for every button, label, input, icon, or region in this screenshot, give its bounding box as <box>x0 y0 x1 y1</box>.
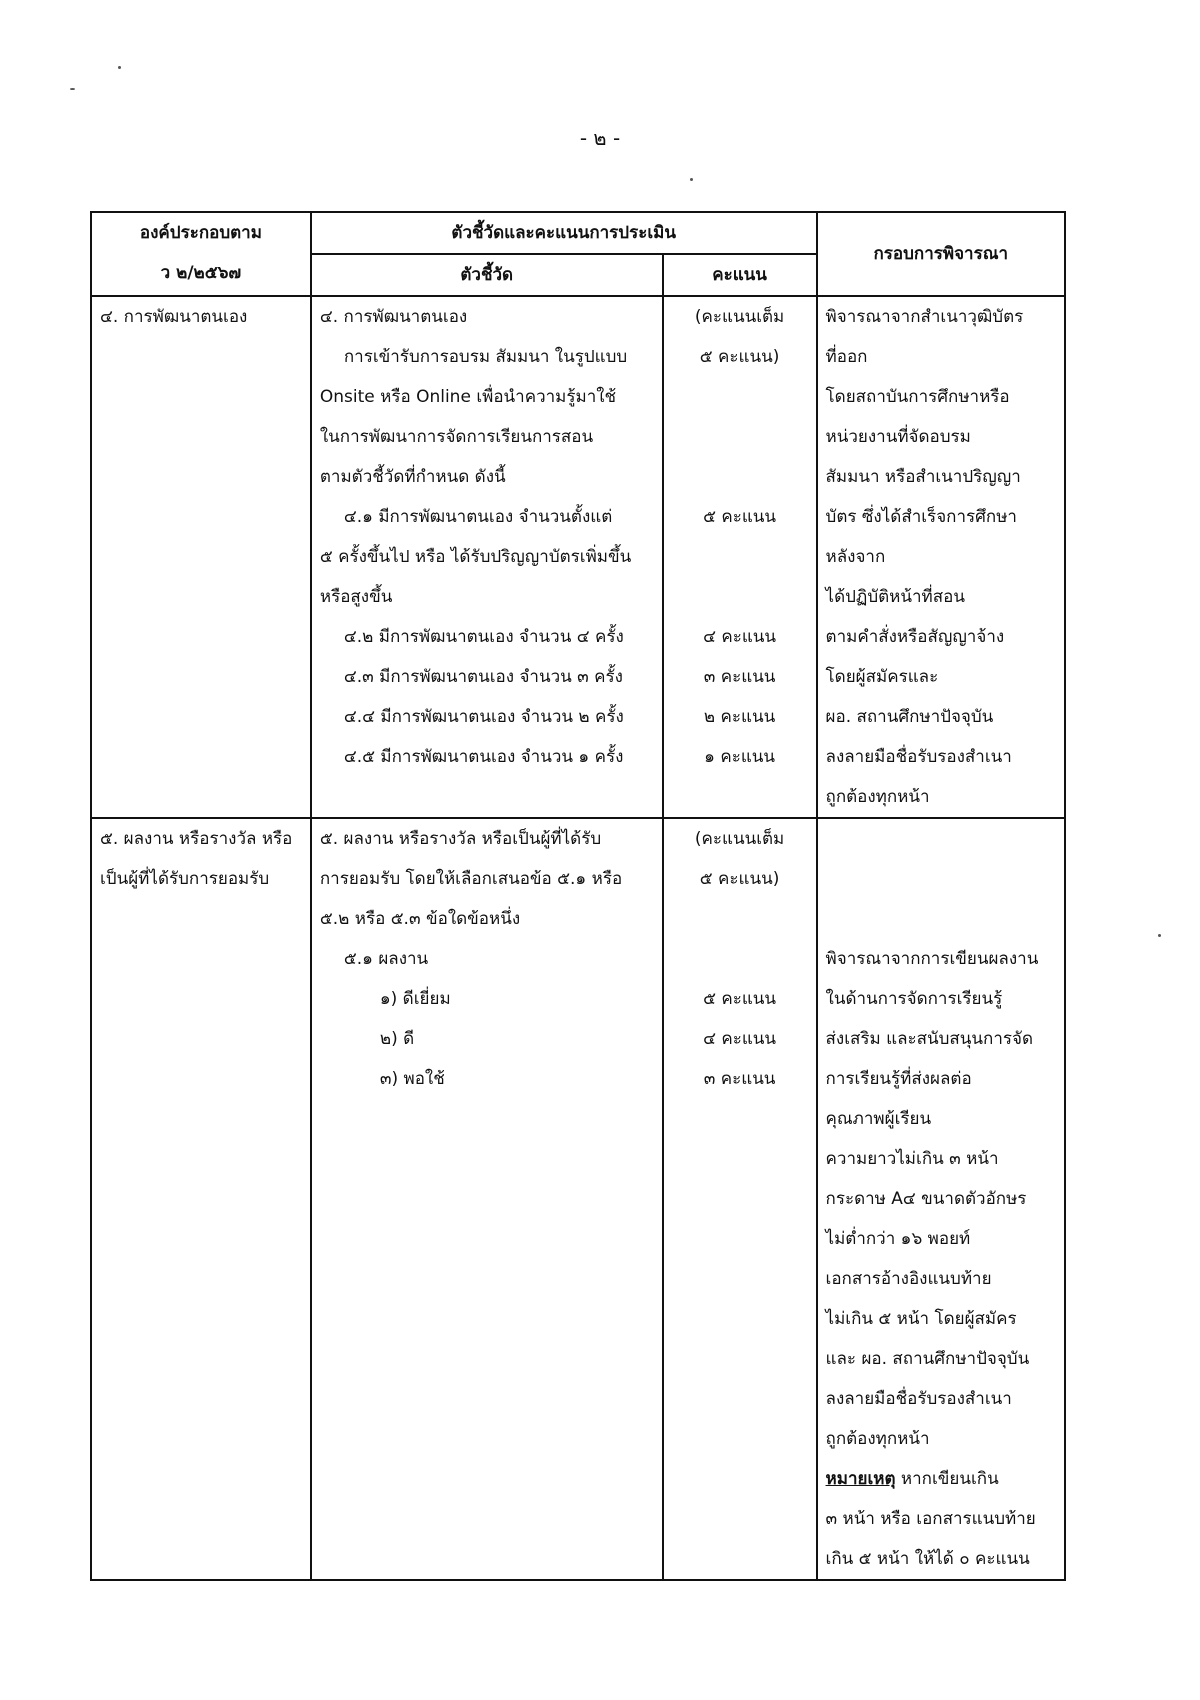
score-value: (คะแนนเต็ม <box>694 307 785 327</box>
indicator-line: ๔.๓ มีการพัฒนาตนเอง จำนวน ๓ ครั้ง <box>343 667 623 687</box>
criteria-line: ส่งเสริม และสนับสนุนการจัด <box>825 1029 1034 1049</box>
table-row-achievement <box>91 818 1065 1580</box>
criteria-line: กระดาษ A๔ ขนาดตัวอักษร <box>825 1189 1027 1209</box>
header-criteria: กรอบการพิจารณา <box>817 212 1065 296</box>
indicator-line: ๕. ผลงาน หรือรางวัล หรือเป็นผู้ที่ได้รับ <box>319 829 602 849</box>
criteria-line: ลงลายมือชื่อรับรองสำเนา <box>825 747 1012 767</box>
score-value <box>672 537 808 577</box>
criteria-line: โดยผู้สมัครและ <box>825 667 939 687</box>
component-label: เป็นผู้ที่ได้รับการยอมรับ <box>100 869 270 889</box>
note-line: ๓ หน้า หรือ เอกสารแนบท้าย <box>825 1509 1036 1529</box>
criteria-line: ถูกต้องทุกหน้า <box>825 787 930 807</box>
score-value: ๔ คะแนน <box>703 1029 777 1049</box>
indicator-line: การยอมรับ โดยให้เลือกเสนอข้อ ๕.๑ หรือ <box>319 869 623 889</box>
criteria-line: ถูกต้องทุกหน้า <box>825 1429 930 1449</box>
evaluation-table <box>90 211 1066 1581</box>
indicator-line: ๔.๕ มีการพัฒนาตนเอง จำนวน ๑ ครั้ง <box>343 747 624 767</box>
criteria-line: ผอ. สถานศึกษาปัจจุบัน <box>825 707 994 727</box>
score-cell <box>663 296 817 818</box>
score-value <box>672 899 808 939</box>
score-value: (คะแนนเต็ม <box>694 829 785 849</box>
indicator-line: ๔.๔ มีการพัฒนาตนเอง จำนวน ๒ ครั้ง <box>343 707 624 727</box>
indicator-line: การเข้ารับการอบรม สัมมนา ในรูปแบบ <box>343 347 628 367</box>
criteria-line: ลงลายมือชื่อรับรองสำเนา <box>825 1389 1012 1409</box>
score-value <box>672 417 808 457</box>
score-value <box>672 457 808 497</box>
criteria-line: หน่วยงานที่จัดอบรม <box>825 427 971 447</box>
indicator-line: ๔.๒ มีการพัฒนาตนเอง จำนวน ๔ ครั้ง <box>343 627 624 647</box>
page-number: - ๒ - <box>579 126 621 150</box>
criteria-line: หลังจาก <box>825 547 886 567</box>
table-row-development <box>91 296 1065 818</box>
criteria-line: บัตร ซึ่งได้สำเร็จการศึกษา <box>825 507 1017 527</box>
note-line: เกิน ๕ หน้า ให้ได้ ๐ คะแนน <box>825 1549 1030 1569</box>
criteria-line: ไม่เกิน ๕ หน้า โดยผู้สมัคร <box>825 1309 1017 1329</box>
score-value: ๒ คะแนน <box>703 707 776 727</box>
indicator-cell <box>311 818 663 1580</box>
header-indicator: ตัวชี้วัด <box>311 254 663 296</box>
component-label: ๕. ผลงาน หรือรางวัล หรือ <box>100 829 293 849</box>
criteria-line: พิจารณาจากการเขียนผลงาน <box>825 949 1039 969</box>
indicator-line: ๕.๒ หรือ ๕.๓ ข้อใดข้อหนึ่ง <box>319 909 521 929</box>
score-value <box>672 939 808 979</box>
header-component <box>91 212 311 296</box>
criteria-line: และ ผอ. สถานศึกษาปัจจุบัน <box>825 1349 1030 1369</box>
score-value: ๕ คะแนน <box>703 989 777 1009</box>
header-row <box>91 212 1065 254</box>
header-indicators-group: ตัวชี้วัดและคะแนนการประเมิน <box>311 212 817 254</box>
note-label: หมายเหตุ <box>825 1469 896 1489</box>
indicator-cell <box>311 296 663 818</box>
indicator-line: ๑) ดีเยี่ยม <box>379 989 451 1009</box>
criteria-line: พิจารณาจากสำเนาวุฒิบัตร <box>825 307 1024 327</box>
component-cell <box>91 818 311 1580</box>
score-value <box>672 377 808 417</box>
spacer <box>826 819 1056 859</box>
indicator-line: ๔.๑ มีการพัฒนาตนเอง จำนวนตั้งแต่ <box>343 507 613 527</box>
score-value <box>672 577 808 617</box>
spacer <box>826 859 1056 899</box>
header-component-line1: องค์ประกอบตาม <box>139 223 262 243</box>
header-component-line2: ว ๒/๒๕๖๗ <box>160 263 242 283</box>
indicator-line: ในการพัฒนาการจัดการเรียนการสอน <box>319 427 594 447</box>
indicator-line: ๒) ดี <box>379 1029 415 1049</box>
scan-speck <box>1158 934 1161 937</box>
score-value: ๕ คะแนน <box>703 507 777 527</box>
criteria-line: สัมมนา หรือสำเนาปริญญา <box>825 467 1021 487</box>
score-value: ๕ คะแนน) <box>699 869 780 889</box>
indicator-line: ๓) พอใช้ <box>379 1069 445 1089</box>
criteria-line: โดยสถาบันการศึกษาหรือ <box>825 387 1010 407</box>
score-value: ๓ คะแนน <box>703 667 776 687</box>
scan-speck <box>690 178 693 181</box>
scan-speck <box>70 88 75 90</box>
criteria-line: คุณภาพผู้เรียน <box>825 1109 932 1129</box>
note-text: หากเขียนเกิน <box>900 1469 999 1489</box>
note-line <box>826 1459 1056 1499</box>
indicator-line: ๕.๑ ผลงาน <box>343 949 429 969</box>
indicator-line: Onsite หรือ Online เพื่อนำความรู้มาใช้ <box>319 387 617 407</box>
criteria-line: ตามคำสั่งหรือสัญญาจ้าง <box>825 627 1005 647</box>
score-value: ๑ คะแนน <box>704 747 776 767</box>
criteria-line: ได้ปฏิบัติหน้าที่สอน <box>825 587 965 607</box>
criteria-line: ความยาวไม่เกิน ๓ หน้า <box>825 1149 999 1169</box>
indicator-line: ๕ ครั้งขึ้นไป หรือ ได้รับปริญญาบัตรเพิ่มขึ้น <box>319 547 632 567</box>
criteria-line: ในด้านการจัดการเรียนรู้ <box>825 989 1003 1009</box>
criteria-cell <box>817 818 1065 1580</box>
criteria-cell <box>817 296 1065 818</box>
criteria-line: ไม่ต่ำกว่า ๑๖ พอยท์ <box>825 1229 971 1249</box>
spacer <box>826 899 1056 939</box>
score-value: ๔ คะแนน <box>703 627 777 647</box>
score-value: ๓ คะแนน <box>703 1069 776 1089</box>
score-value: ๕ คะแนน) <box>699 347 780 367</box>
criteria-line: เอกสารอ้างอิงแนบท้าย <box>825 1269 992 1289</box>
score-cell <box>663 818 817 1580</box>
indicator-line: ตามตัวชี้วัดที่กำหนด ดังนี้ <box>319 467 506 487</box>
criteria-line: ที่ออก <box>825 347 868 367</box>
criteria-line: การเรียนรู้ที่ส่งผลต่อ <box>825 1069 972 1089</box>
scan-speck <box>118 66 121 69</box>
indicator-line: หรือสูงขึ้น <box>319 587 393 607</box>
indicator-line: ๔. การพัฒนาตนเอง <box>319 307 468 327</box>
component-cell <box>91 296 311 818</box>
component-label: ๔. การพัฒนาตนเอง <box>100 307 248 327</box>
header-score: คะแนน <box>663 254 817 296</box>
